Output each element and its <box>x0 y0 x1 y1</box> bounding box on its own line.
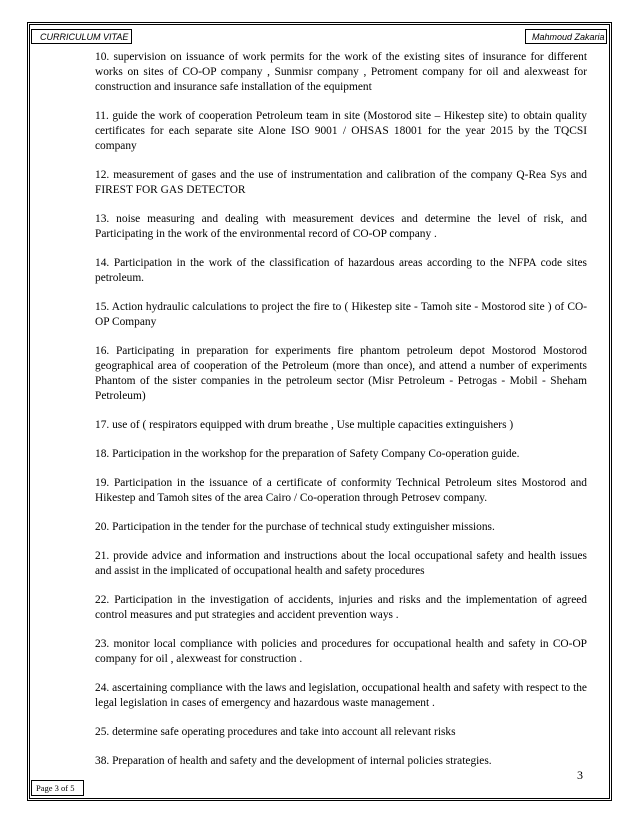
list-item: 13. noise measuring and dealing with measurement devices and determine the level of risk, and Participating in the work of the environmental record of CO-OP company . <box>95 213 587 240</box>
list-item: 10. supervision on issuance of work permits for the work of the existing sites of insurance for different works on sites of CO-OP company , Sunmisr company , Petroment company for oil and alexweast for construction and insurance safe installation of the equipment <box>95 51 587 93</box>
list-item: 38. Preparation of health and safety and the development of internal policies strategies. <box>95 755 492 767</box>
list-item: 21. provide advice and information and instructions about the local occupational safety and health issues and assist in the implicated of occupational health and safety procedures <box>95 550 587 577</box>
list-item: 12. measurement of gases and the use of instrumentation and calibration of the company Q-Rea Sys and FIREST FOR GAS DETECTOR <box>95 169 587 196</box>
list-item: 17. use of ( respirators equipped with drum breathe , Use multiple capacities extinguishers ) <box>95 419 514 431</box>
list-item: 22. Participation in the investigation of accidents, injuries and risks and the implementation of agreed control measures and put strategies and accident prevention ways . <box>95 594 587 621</box>
list-item: 14. Participation in the work of the classification of hazardous areas according to the NFPA code sites petroleum. <box>95 257 587 284</box>
experience-list <box>95 50 587 783</box>
header-cv-label: CURRICULUM VITAE <box>31 29 132 44</box>
page-indicator: Page 3 of 5 <box>31 780 84 796</box>
list-item: 23. monitor local compliance with policies and procedures for occupational health and safety in CO-OP company for oil , alexweast for construction . <box>95 638 587 665</box>
list-item: 24. ascertaining compliance with the laws and legislation, occupational health and safety with respect to the legal legislation in cases of emergency and hazardous waste management . <box>95 682 587 709</box>
list-item: 20. Participation in the tender for the purchase of technical study extinguisher missions. <box>95 521 495 533</box>
header-author-name: Mahmoud Zakaria <box>525 29 607 44</box>
list-item: 16. Participating in preparation for experiments fire phantom petroleum depot Mostorod Mostorod geographical area of cooperation of the Petroleum (more than once), and attend a number of experiments Phantom of the sister companies in the petroleum sector (Misr Petroleum - Petrogas - Mobil - Sheham Petroleum) <box>95 345 587 402</box>
page-number: 3 <box>577 768 583 782</box>
list-item: 15. Action hydraulic calculations to project the fire to ( Hikestep site - Tamoh site - Mostorod site ) of CO-OP Company <box>95 301 587 328</box>
list-item: 19. Participation in the issuance of a certificate of conformity Technical Petroleum sites Mostorod and Hikestep and Tamoh sites of the area Cairo / Co-operation through Petrosev company. <box>95 477 587 504</box>
list-item: 25. determine safe operating procedures and take into account all relevant risks <box>95 726 456 738</box>
list-item: 11. guide the work of cooperation Petroleum team in site (Mostorod site – Hikestep site) to obtain quality certificates for each separate site Alone ISO 9001 / OHSAS 18001 for the year 2015 by the TQCSI company <box>95 110 587 152</box>
list-item: 18. Participation in the workshop for the preparation of Safety Company Co-operation guide. <box>95 448 520 460</box>
